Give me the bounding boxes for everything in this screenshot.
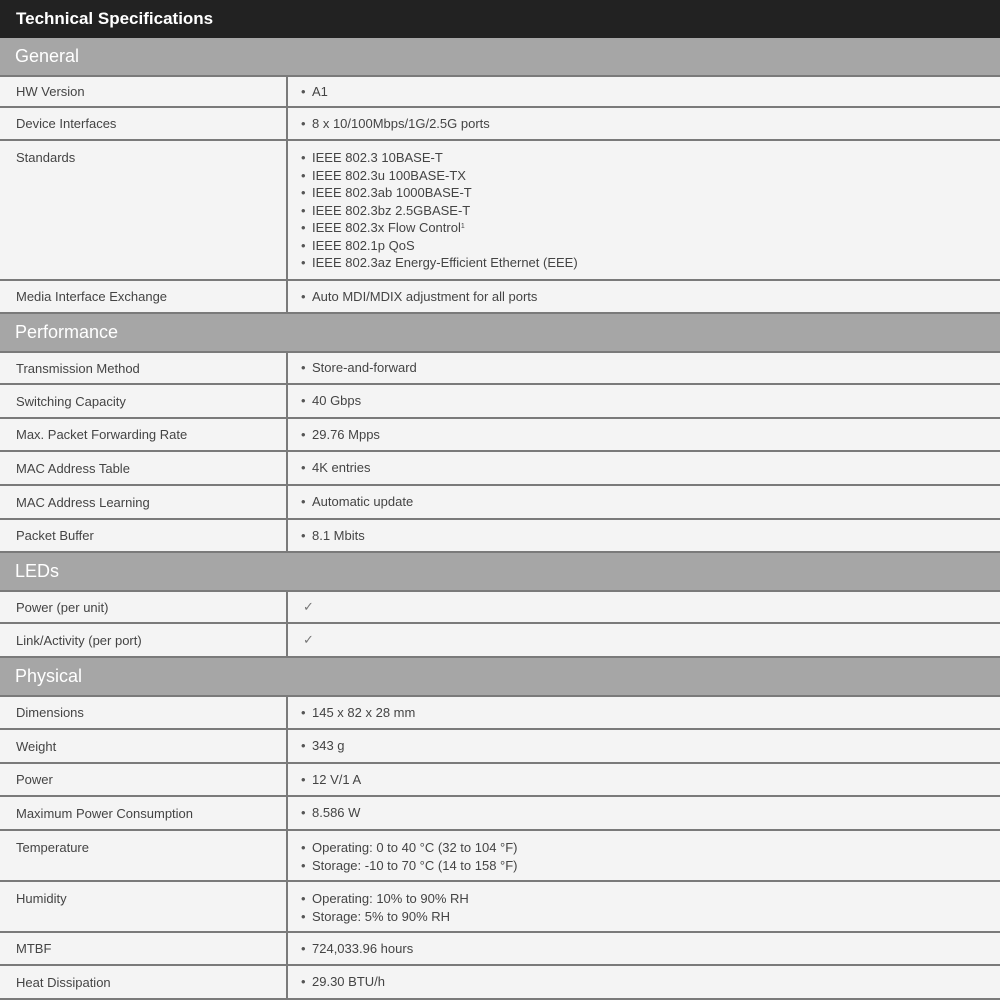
spec-value-item: • Operating: 10% to 90% RH: [301, 890, 1000, 908]
section-header-leds: LEDs: [0, 553, 1000, 590]
spec-row-temperature: [0, 831, 1000, 882]
spec-label: Dimensions: [0, 697, 288, 728]
section-header-general: General: [0, 38, 1000, 75]
spec-value-item: • 12 V/1 A: [301, 771, 361, 789]
spec-row-mac-address-learning: [0, 486, 1000, 520]
spec-value-item: • 8.1 Mbits: [301, 527, 365, 545]
spec-value-item: • 29.30 BTU/h: [301, 973, 385, 991]
spec-value-item: • 145 x 82 x 28 mm: [301, 704, 415, 722]
spec-row-max-packet-forwarding-rate: [0, 419, 1000, 452]
spec-label: [0, 831, 288, 880]
spec-label: Heat Dissipation: [0, 966, 288, 998]
spec-label: Switching Capacity: [0, 385, 288, 417]
spec-value: [290, 882, 1000, 931]
spec-label: Packet Buffer: [0, 520, 288, 551]
spec-value: [290, 281, 1000, 312]
spec-value: [290, 592, 1000, 622]
spec-value-item: • Storage: -10 to 70 °C (14 to 158 °F): [301, 857, 1000, 875]
spec-label: Device Interfaces: [0, 108, 288, 139]
spec-value-item: • 4K entries: [301, 459, 371, 477]
spec-row-heat-dissipation: [0, 966, 1000, 1000]
spec-value: [290, 385, 1000, 417]
spec-label: HW Version: [0, 77, 288, 106]
spec-label: [0, 882, 288, 931]
spec-label: Weight: [0, 730, 288, 762]
spec-label: Link/Activity (per port): [0, 624, 288, 656]
page-title: Technical Specifications: [0, 0, 1000, 38]
spec-row-power-per-unit: [0, 590, 1000, 624]
spec-value: [290, 730, 1000, 762]
spec-row-transmission-method: [0, 351, 1000, 385]
spec-value-item: • IEEE 802.3bz 2.5GBASE-T: [301, 202, 1000, 220]
spec-value-item: • 724,033.96 hours: [301, 940, 413, 958]
spec-label: MAC Address Table: [0, 452, 288, 484]
spec-row-dimensions: [0, 695, 1000, 730]
section-header-performance: Performance: [0, 314, 1000, 351]
spec-label: Power: [0, 764, 288, 795]
spec-value-item: • A1: [301, 83, 328, 101]
spec-value: [290, 697, 1000, 728]
spec-value: [290, 141, 1000, 279]
spec-value-item: • Store-and-forward: [301, 359, 417, 377]
spec-value: [290, 108, 1000, 139]
spec-value-item: • Auto MDI/MDIX adjustment for all ports: [301, 288, 537, 306]
spec-label: Power (per unit): [0, 592, 288, 622]
spec-row-link-activity: [0, 624, 1000, 658]
footnote-marker: 1: [460, 223, 465, 230]
spec-label: Media Interface Exchange: [0, 281, 288, 312]
spec-value: [290, 831, 1000, 880]
spec-value: [290, 624, 1000, 656]
spec-row-device-interfaces: [0, 108, 1000, 141]
spec-value: [290, 77, 1000, 106]
spec-label: Max. Packet Forwarding Rate: [0, 419, 288, 450]
spec-value-text: IEEE 802.3x Flow Control: [312, 220, 461, 235]
spec-row-mtbf: [0, 933, 1000, 966]
spec-label: MAC Address Learning: [0, 486, 288, 518]
spec-label: Maximum Power Consumption: [0, 797, 288, 829]
spec-row-media-interface-exchange: [0, 281, 1000, 314]
spec-value: [290, 452, 1000, 484]
spec-value: [290, 486, 1000, 518]
spec-value-item: • Operating: 0 to 40 °C (32 to 104 °F): [301, 839, 1000, 857]
spec-value-item: [301, 219, 1000, 237]
spec-label-text: Humidity: [16, 891, 67, 906]
check-icon: ✓: [303, 599, 314, 614]
spec-row-mac-address-table: [0, 452, 1000, 486]
spec-value: [290, 419, 1000, 450]
spec-row-humidity: [0, 882, 1000, 933]
spec-value-item: • Automatic update: [301, 493, 413, 511]
spec-row-standards: [0, 141, 1000, 281]
spec-value: [290, 933, 1000, 964]
spec-row-hw-version: [0, 75, 1000, 108]
spec-value-item: • 8.586 W: [301, 804, 360, 822]
spec-row-max-power-consumption: [0, 797, 1000, 831]
spec-row-power: [0, 764, 1000, 797]
spec-value: [290, 797, 1000, 829]
section-header-physical: Physical: [0, 658, 1000, 695]
spec-label-text: Temperature: [16, 840, 89, 855]
spec-value-item: • IEEE 802.3u 100BASE-TX: [301, 167, 1000, 185]
spec-value-item: • IEEE 802.3 10BASE-T: [301, 149, 1000, 167]
spec-value-item: • 40 Gbps: [301, 392, 361, 410]
spec-label: Transmission Method: [0, 353, 288, 383]
spec-label: [0, 141, 288, 279]
spec-value-item: • IEEE 802.3az Energy-Efficient Ethernet (EEE): [301, 254, 1000, 272]
spec-value: [290, 520, 1000, 551]
spec-value-item: • IEEE 802.1p QoS: [301, 237, 1000, 255]
spec-value-item: • 343 g: [301, 737, 345, 755]
spec-value: [290, 966, 1000, 998]
spec-row-packet-buffer: [0, 520, 1000, 553]
spec-value: [290, 353, 1000, 383]
spec-value-item: • 29.76 Mpps: [301, 426, 380, 444]
spec-value-item: • 8 x 10/100Mbps/1G/2.5G ports: [301, 115, 490, 133]
spec-label-text: Standards: [16, 150, 76, 165]
spec-value-item: • Storage: 5% to 90% RH: [301, 908, 1000, 926]
spec-value-item: • IEEE 802.3ab 1000BASE-T: [301, 184, 1000, 202]
spec-value: [290, 764, 1000, 795]
check-icon: ✓: [303, 632, 314, 647]
spec-row-weight: [0, 730, 1000, 764]
spec-label: MTBF: [0, 933, 288, 964]
spec-row-switching-capacity: [0, 385, 1000, 419]
